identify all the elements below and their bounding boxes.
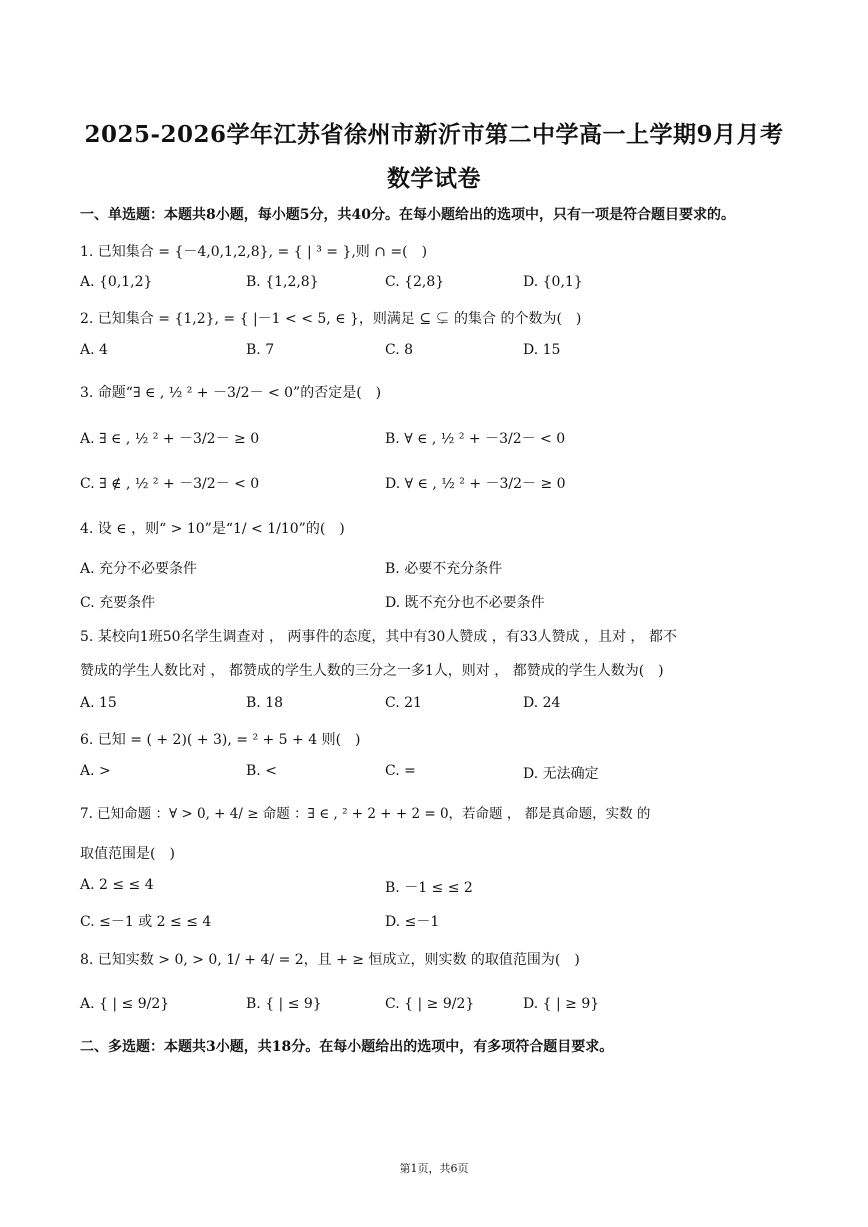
question-1-option-a: A. {0,1,2} — [80, 274, 153, 290]
question-2-option-b: B. 7 — [246, 342, 275, 358]
question-4-option-b: B. 必要不充分条件 — [385, 561, 503, 577]
exam-title-line2: 数学试卷 — [387, 165, 481, 192]
question-5-option-c: C. 21 — [385, 695, 422, 711]
question-4-stem: 4. 设 ∈ ，则“ > 10”是“1/ < 1/10”的( ) — [80, 521, 345, 537]
question-6-option-c: C. = — [385, 763, 416, 779]
question-4-option-a: A. 充分不必要条件 — [80, 561, 198, 577]
question-5-stem-line2: 赞成的学生人数比对 ， 都赞成的学生人数的三分之一多1人，则对 ， 都赞成的学生人数为( ) — [80, 663, 664, 679]
question-3-option-a: A. ∃ ∈ , ½ ² + －3/2－ ≥ 0 — [80, 431, 260, 447]
question-8-option-c: C. { | ≥ 9/2} — [385, 996, 475, 1012]
question-7-option-b: B. －1 ≤ ≤ 2 — [385, 880, 473, 896]
question-5-option-a: A. 15 — [80, 695, 117, 711]
question-8-option-a: A. { | ≤ 9/2} — [80, 996, 170, 1012]
question-6-stem: 6. 已知 = ( + 2)( + 3), = ² + 5 + 4 则( ) — [80, 732, 361, 748]
question-6-option-d: D. 无法确定 — [523, 766, 599, 782]
question-7-option-d: D. ≤－1 — [385, 914, 440, 930]
page-footer: 第1页，共6页 — [399, 1162, 469, 1175]
question-1-option-d: D. {0,1} — [523, 274, 583, 290]
question-2-option-d: D. 15 — [523, 342, 561, 358]
question-3-stem: 3. 命题“∃ ∈ , ½ ² + －3/2－ < 0”的否定是( ) — [80, 385, 382, 401]
question-3-option-b: B. ∀ ∈ , ½ ² + －3/2－ < 0 — [385, 431, 566, 447]
question-6-option-b: B. < — [246, 763, 277, 779]
question-3-option-c: C. ∃ ∉ , ½ ² + －3/2－ < 0 — [80, 476, 260, 492]
question-8-stem: 8. 已知实数 > 0, > 0, 1/ + 4/ = 2，且 + ≥ 恒成立，则实数 的取值范围为( ) — [80, 952, 580, 968]
question-5-option-b: B. 18 — [246, 695, 284, 711]
question-8-option-b: B. { | ≤ 9} — [246, 996, 322, 1012]
question-3-option-d: D. ∀ ∈ , ½ ² + －3/2－ ≥ 0 — [385, 476, 566, 492]
question-5-stem-line1: 5. 某校向1班50名学生调查对 ， 两事件的态度，其中有30人赞成 ，有33人赞成 ，且对 ， 都不 — [80, 629, 677, 645]
question-4-option-c: C. 充要条件 — [80, 595, 156, 611]
question-4-option-d: D. 既不充分也不必要条件 — [385, 595, 545, 611]
question-2-stem: 2. 已知集合 = {1,2}, = { |－1 < < 5, ∈ }，则满足 ⊆ ⊊ 的集合 的个数为( ) — [80, 311, 582, 327]
question-7-stem-line2: 取值范围是( ) — [80, 846, 175, 862]
section-heading-single-choice: 一、单选题：本题共8小题，每小题5分，共40分。在每小题给出的选项中，只有一项是符合题目要求的。 — [80, 207, 735, 223]
question-1-option-b: B. {1,2,8} — [246, 274, 319, 290]
question-7-option-a: A. 2 ≤ ≤ 4 — [80, 877, 154, 893]
exam-title-line1: 2025-2026学年江苏省徐州市新沂市第二中学高一上学期9月月考 — [84, 121, 784, 148]
question-2-option-a: A. 4 — [80, 342, 108, 358]
question-5-option-d: D. 24 — [523, 695, 561, 711]
question-1-option-c: C. {2,8} — [385, 274, 445, 290]
question-7-stem-line1: 7. 已知命题 ：∀ > 0, + 4/ ≥ 命题 ：∃ ∈ , ² + 2 + + 2 = 0，若命题 ， 都是真命题，实数 的 — [80, 806, 651, 822]
question-6-option-a: A. > — [80, 763, 111, 779]
section-heading-multiple-choice: 二、多选题：本题共3小题，共18分。在每小题给出的选项中，有多项符合题目要求。 — [80, 1039, 614, 1055]
question-7-option-c: C. ≤－1 或 2 ≤ ≤ 4 — [80, 914, 212, 930]
question-2-option-c: C. 8 — [385, 342, 414, 358]
question-8-option-d: D. { | ≥ 9} — [523, 996, 600, 1012]
question-1-stem: 1. 已知集合 = {－4,0,1,2,8}, = { | ³ = },则 ∩ =( ) — [80, 244, 428, 260]
